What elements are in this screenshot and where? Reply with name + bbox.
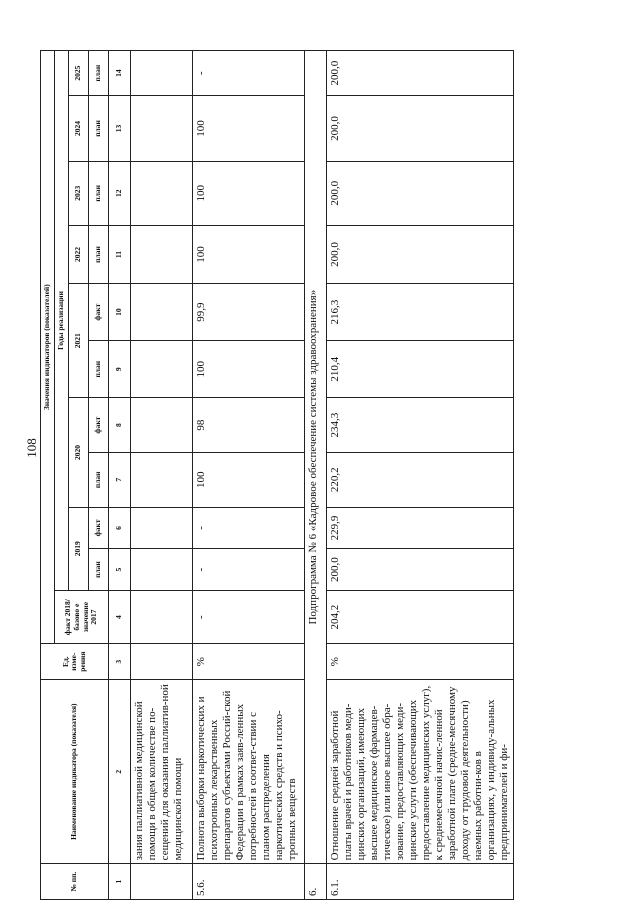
column-number: 8 — [109, 398, 131, 453]
value-2020-plan: 100 — [193, 452, 305, 507]
base-value — [131, 590, 193, 644]
unit: % — [193, 644, 305, 680]
table-row — [131, 51, 193, 900]
value-2020-fact — [131, 398, 193, 453]
value-2023-plan: 200,0 — [327, 161, 514, 225]
column-number: 12 — [109, 161, 131, 225]
value-2021-plan — [131, 341, 193, 398]
indicator-name: Полнота выборки наркотических и психотропных лекарственных препаратов субъектами Россий-ской Федерации в рамках заяв-ленных потребностей в соответ-ствии с планом распределения наркотических средств и психо-тропных веществ — [193, 680, 305, 864]
value-2019-fact: 229,9 — [327, 507, 514, 549]
header-year-2024: 2024 — [69, 96, 89, 161]
value-2020-fact: 234,3 — [327, 398, 514, 453]
header-fact: факт — [89, 284, 109, 341]
header-plan: план — [89, 51, 109, 96]
header-plan: план — [89, 549, 109, 591]
header-unit: Ед. изме-рения — [41, 644, 109, 680]
value-2020-plan: 220,2 — [327, 452, 514, 507]
value-2021-plan: 210,4 — [327, 341, 514, 398]
indicators-table — [40, 50, 514, 900]
subprogram-title: Подпрограмма № 6 «Кадровое обеспечение системы здравоохранения» — [305, 51, 327, 864]
value-2022-plan: 100 — [193, 225, 305, 283]
unit: % — [327, 644, 514, 680]
value-2024-plan: 100 — [193, 96, 305, 161]
header-plan: план — [89, 96, 109, 161]
header-year-2021: 2021 — [69, 284, 89, 398]
header-plan: план — [89, 341, 109, 398]
header-year-2025: 2025 — [69, 51, 89, 96]
value-2019-plan: - — [193, 549, 305, 591]
subprogram-no: 6. — [305, 864, 327, 900]
header-years-group: Годы реализации — [55, 51, 69, 591]
value-2019-plan: 200,0 — [327, 549, 514, 591]
value-2025-plan: 200,0 — [327, 51, 514, 96]
header-year-2022: 2022 — [69, 225, 89, 283]
value-2019-fact — [131, 507, 193, 549]
header-no: № пп. — [41, 864, 109, 900]
base-value: 204,2 — [327, 590, 514, 644]
header-plan: план — [89, 452, 109, 507]
column-number: 11 — [109, 225, 131, 283]
column-number: 1 — [109, 864, 131, 900]
column-number: 14 — [109, 51, 131, 96]
column-number: 7 — [109, 452, 131, 507]
column-number: 5 — [109, 549, 131, 591]
column-number: 9 — [109, 341, 131, 398]
value-2024-plan: 200,0 — [327, 96, 514, 161]
header-year-2020: 2020 — [69, 398, 89, 507]
header-fact: факт — [89, 507, 109, 549]
column-number: 4 — [109, 590, 131, 644]
unit — [131, 644, 193, 680]
value-2023-plan — [131, 161, 193, 225]
value-2023-plan: 100 — [193, 161, 305, 225]
column-number: 3 — [109, 644, 131, 680]
value-2025-plan — [131, 51, 193, 96]
value-2024-plan — [131, 96, 193, 161]
value-2022-plan: 200,0 — [327, 225, 514, 283]
header-base: факт 2018/базово е значение 2017 — [55, 590, 109, 644]
indicator-name: зания паллиативной медицинской помощи в общем количестве по-сещений для оказания паллиатив-ной медицинской помощи — [131, 680, 193, 864]
column-number: 13 — [109, 96, 131, 161]
table-row — [327, 51, 514, 900]
header-plan: план — [89, 161, 109, 225]
value-2021-fact — [131, 284, 193, 341]
value-2020-plan — [131, 452, 193, 507]
value-2021-fact: 216,3 — [327, 284, 514, 341]
value-2025-plan: - — [193, 51, 305, 96]
value-2021-plan: 100 — [193, 341, 305, 398]
header-values-group: Значения индикаторов (показателей) — [41, 51, 55, 644]
column-number: 6 — [109, 507, 131, 549]
header-name: Наименование индикатора (показателя) — [41, 680, 109, 864]
header-year-2023: 2023 — [69, 161, 89, 225]
header-fact: факт — [89, 398, 109, 453]
value-2019-fact: - — [193, 507, 305, 549]
column-number: 2 — [109, 680, 131, 864]
column-numbers-row — [109, 51, 131, 900]
value-2020-fact: 98 — [193, 398, 305, 453]
table-row — [193, 51, 305, 900]
column-number: 10 — [109, 284, 131, 341]
value-2022-plan — [131, 225, 193, 283]
row-no: 6.1. — [327, 864, 514, 900]
indicator-name: Отношение средней заработной платы врачей и работников меди-цинских организаций, имеющих высшее медицинское (фармацев-тическое) или иное высшее обра-зование, предоставляющих меди-цинские услуги (обеспечивающих предоставление медицинских услуг), к среднемесячной начис-ленной заработной плате (средне-месячному доходу от трудовой деятельности) наемных работни-ков в организациях, у индивиду-альных предпринимателей и фи- — [327, 680, 514, 864]
value-2019-plan — [131, 549, 193, 591]
row-no — [131, 864, 193, 900]
header-year-2019: 2019 — [69, 507, 89, 590]
value-2021-fact: 99,9 — [193, 284, 305, 341]
row-no: 5.6. — [193, 864, 305, 900]
subprogram-row — [305, 51, 327, 900]
page-number: 108 — [23, 438, 39, 458]
header-plan: план — [89, 225, 109, 283]
base-value: - — [193, 590, 305, 644]
